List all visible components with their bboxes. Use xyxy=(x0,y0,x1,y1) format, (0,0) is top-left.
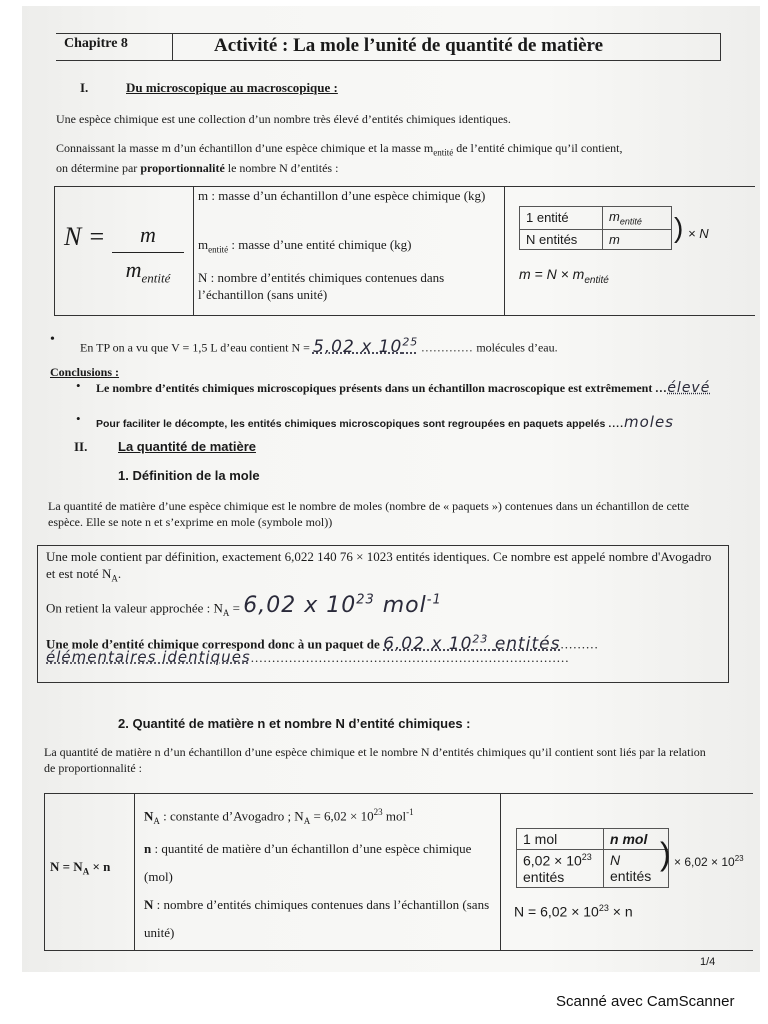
mole-paquet-line: Une mole d’entité chimique correspond donc à un paquet de 6,02 x $10^{23}$ entités......... xyxy=(46,632,599,654)
def-N: N : nombre d’entités chimiques contenues dans l’échantillon (sans unité) xyxy=(198,270,445,302)
table2-mini-table: 1 mol n mol $6,02 \times 10^{23}$ entités N entités xyxy=(516,828,669,888)
avogadro-approx: On retient la valeur approchée : $N_A = 6,02$ x $10^{23}$ mol$^{-1}$ xyxy=(46,593,442,619)
table2-mult: × $6,02 \times 10^{23}$ xyxy=(674,854,744,869)
table1-bracket: ) xyxy=(674,212,684,243)
section1-title: Du microscopique au macroscopique : xyxy=(126,80,338,95)
conclusions-title: Conclusions : xyxy=(50,365,120,379)
chapter-label: Chapitre 8 xyxy=(64,36,128,51)
table1-mult: × N xyxy=(688,226,709,241)
section2-paragraph1: La quantité de matière d’une espèce chimique est le nombre de moles (nombre de « paquets ») contenues dans un échantillon de cette espèce. Elle se note n et s’exprime en mole (symbole mol)) xyxy=(48,499,690,529)
def-m: m : masse d’un échantillon d’une espèce chimique (kg) xyxy=(198,188,486,203)
avogadro-definition: Une mole contient par définition, exactement 6,022 140 76 × 1023 entités identiques. Ce nombre est appelé nombre d'Avogadro et est noté $N_A$. xyxy=(46,549,712,584)
table1-formula: N = xyxy=(64,222,106,251)
def-m-entite: $m_{entité}$ : masse d’une entité chimique (kg) xyxy=(198,237,412,255)
tp-handwritten-value: 5,02 x $10^{25}$ xyxy=(312,335,419,357)
section2-paragraph2: La quantité de matière n d’un échantillon d’une espèce chimique et le nombre N d’entités chimiques qu’il contient sont liés par la relation de proportionnalité : xyxy=(44,745,706,775)
section2-sub2: 2. Quantité de matière n et nombre N d’entité chimiques : xyxy=(118,716,471,731)
page-number: 1/4 xyxy=(700,956,716,968)
conclusion-bullet1: Le nombre d’entités chimiques microscopiques présents dans un échantillon macroscopique est extrêmement ...élevé xyxy=(96,380,711,396)
section1-paragraph2: Connaissant la masse m d’un échantillon d’une espèce chimique et la masse $m_{entité}$ de l’entité chimique qu’il contient, on détermine par proportionnalité le nombre N d’entités : xyxy=(56,141,623,176)
section1-paragraph1: Une espèce chimique est une collection d’un nombre très élevé d’entités chimiques identiques. xyxy=(56,112,511,126)
section2-title: La quantité de matière xyxy=(118,439,256,454)
conclusion-bullet2: Pour faciliter le décompte, les entités chimiques microscopiques sont regroupées en paquets appelés ....moles xyxy=(96,413,674,431)
table2-formula: $N = N_A \times n$ xyxy=(50,859,111,877)
tp-bullet: • xyxy=(50,332,55,347)
table1-relation: $m = N \times m_{entité}$ xyxy=(519,266,609,286)
page-title: Activité : La mole l’unité de quantité de matière xyxy=(214,35,604,56)
section2-number: II. xyxy=(74,439,88,454)
table1-mini-table: 1 entité $m_{entité}$ N entités m xyxy=(519,206,672,250)
table2-bracket: ) xyxy=(660,836,671,872)
table2-relation: $N = 6,02 \times 10^{23} \times n$ xyxy=(514,903,633,920)
scanner-watermark: Scanné avec CamScanner xyxy=(556,993,735,1010)
section2-sub1: 1. Définition de la mole xyxy=(118,468,260,483)
tp-line: En TP on a vu que V = 1,5 L d’eau contient N = 5,02 x $10^{25}$ ............. molécules d’eau. xyxy=(80,335,558,357)
mole-paquet-line2: élémentaires identiques........................................................................... xyxy=(46,648,570,666)
table2-definitions: $N_A$ : constante d’Avogadro ; $N_A = 6,02 \times 10^{23}$ mol$^{-1}$ n : quantité de matière d’un échantillon d’une espèce chimique (mol) N : nombre d’entités chimiques contenues dans l’échantillon (sans unité) xyxy=(144,807,490,940)
section1-number: I. xyxy=(80,80,89,95)
table1-fraction: m $m_{entité}$ xyxy=(112,222,184,286)
avogadro-handwritten-value: 6,02 x $10^{23}$ mol$^{-1}$ xyxy=(243,593,442,619)
